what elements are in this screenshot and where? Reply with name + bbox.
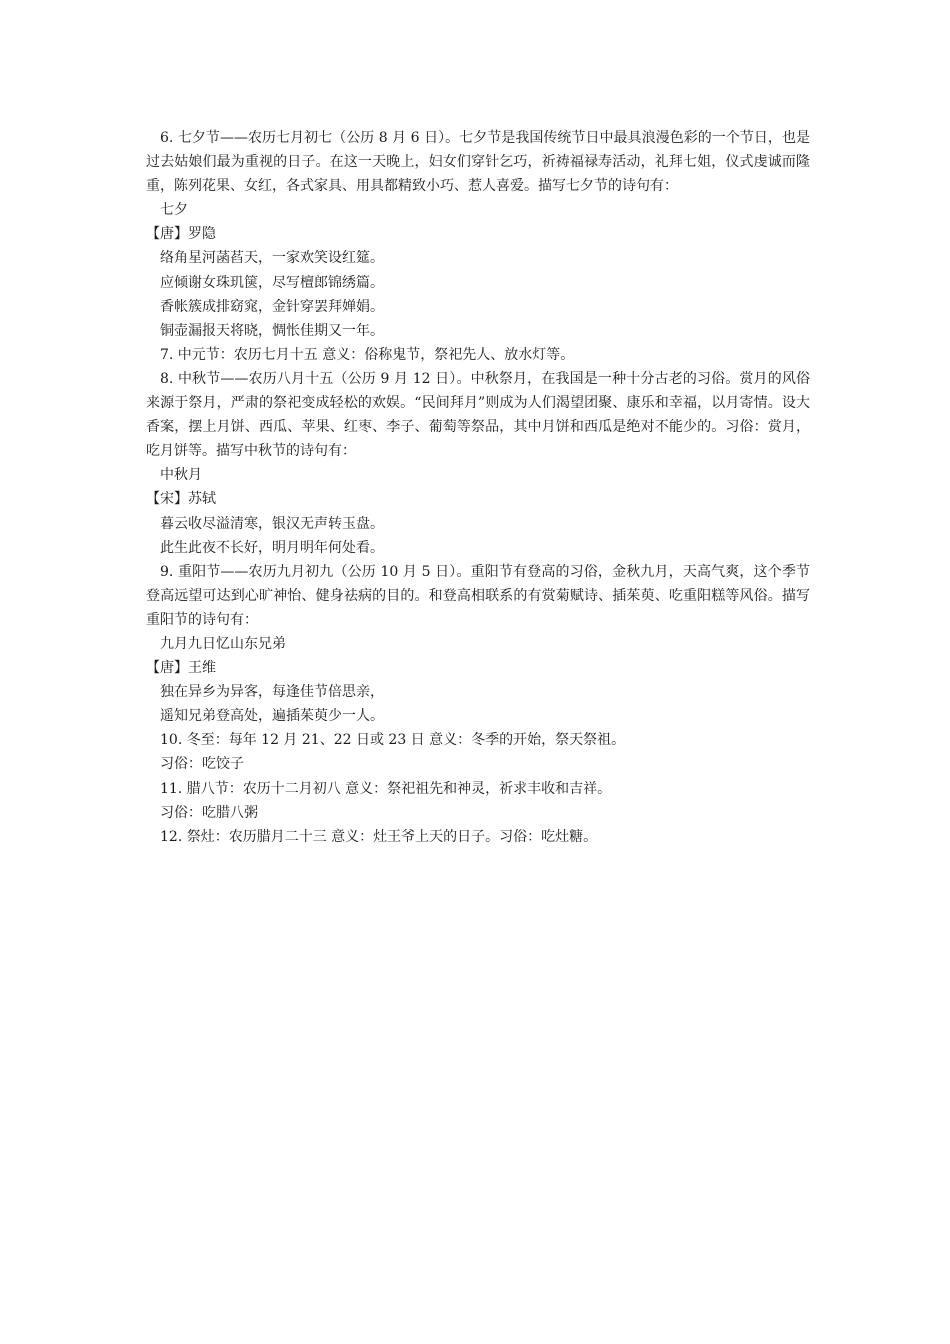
qixi-poem-line: 香帐簇成排窈窕，金针穿罢拜婵娟。 [160,298,384,315]
dongzhi-paragraph: 10. 冬至：每年 12 月 21、22 日或 23 日 意义：冬季的开始，祭天祭祖。 [160,732,626,749]
qixi-intro-paragraph: 6. 七夕节——农历七月初七（公历 8 月 6 日）。七夕节是我国传统节日中最具浪漫色彩的一个节日，也是过去姑娘们最为重视的日子。在这一天晚上，妇女们穿针乞巧，祈祷福禄寿活动，礼拜七姐，仪式虔诚而隆重，陈列花果、女红，各式家具、用具都精致小巧、惹人喜爱。描写七夕节的诗句有： [146,130,810,195]
jizao-paragraph: 12. 祭灶：农历腊月二十三 意义：灶王爷上天的日子。习俗：吃灶糖。 [160,828,598,845]
chongyang-poem-line: 独在异乡为异客，每逢佳节倍思亲， [160,684,384,701]
qixi-poem-title: 七夕 [160,202,188,219]
chongyang-poem-title: 九月九日忆山东兄弟 [160,635,286,652]
qixi-poem-author: 【唐】罗隐 [146,226,216,243]
chongyang-poem-author: 【唐】王维 [146,660,216,677]
dongzhi-custom: 习俗：吃饺子 [160,756,244,773]
chongyang-poem-line: 遥知兄弟登高处，遍插茱萸少一人。 [160,708,384,725]
zhongqiu-poem-author: 【宋】苏轼 [146,491,216,508]
zhongqiu-poem-title: 中秋月 [160,467,202,484]
chongyang-intro-paragraph: 9. 重阳节——农历九月初九（公历 10 月 5 日）。重阳节有登高的习俗，金秋九月，天高气爽，这个季节登高远望可达到心旷神怡、健身祛病的目的。和登高相联系的有赏菊赋诗、插茱萸、吃重阳糕等风俗。描写重阳节的诗句有： [146,563,810,628]
zhongqiu-poem-line: 暮云收尽溢清寒，银汉无声转玉盘。 [160,515,384,532]
zhongqiu-intro-paragraph: 8. 中秋节——农历八月十五（公历 9 月 12 日）。中秋祭月，在我国是一种十分古老的习俗。赏月的风俗来源于祭月，严肃的祭祀变成轻松的欢娱。“民间拜月”则成为人们渴望团聚、康乐和幸福，以月寄情。设大香案，摆上月饼、西瓜、苹果、红枣、李子、葡萄等祭品，其中月饼和西瓜是绝对不能少的。习俗：赏月，吃月饼等。描写中秋节的诗句有： [146,370,810,460]
qixi-poem-line: 应倾谢女珠玑箧，尽写檀郎锦绣篇。 [160,274,384,291]
laba-paragraph: 11. 腊八节：农历十二月初八 意义：祭祀祖先和神灵，祈求丰收和吉祥。 [160,780,612,797]
qixi-poem-line: 络角星河菡萏天，一家欢笑设红筵。 [160,250,384,267]
zhongqiu-poem-line: 此生此夜不长好，明月明年何处看。 [160,539,384,556]
zhongyuan-paragraph: 7. 中元节：农历七月十五 意义：俗称鬼节，祭祀先人、放水灯等。 [160,346,575,363]
document-body [146,126,810,849]
qixi-poem-line: 铜壶漏报天将晓，惆怅佳期又一年。 [160,322,384,339]
laba-custom: 习俗：吃腊八粥 [160,804,258,821]
